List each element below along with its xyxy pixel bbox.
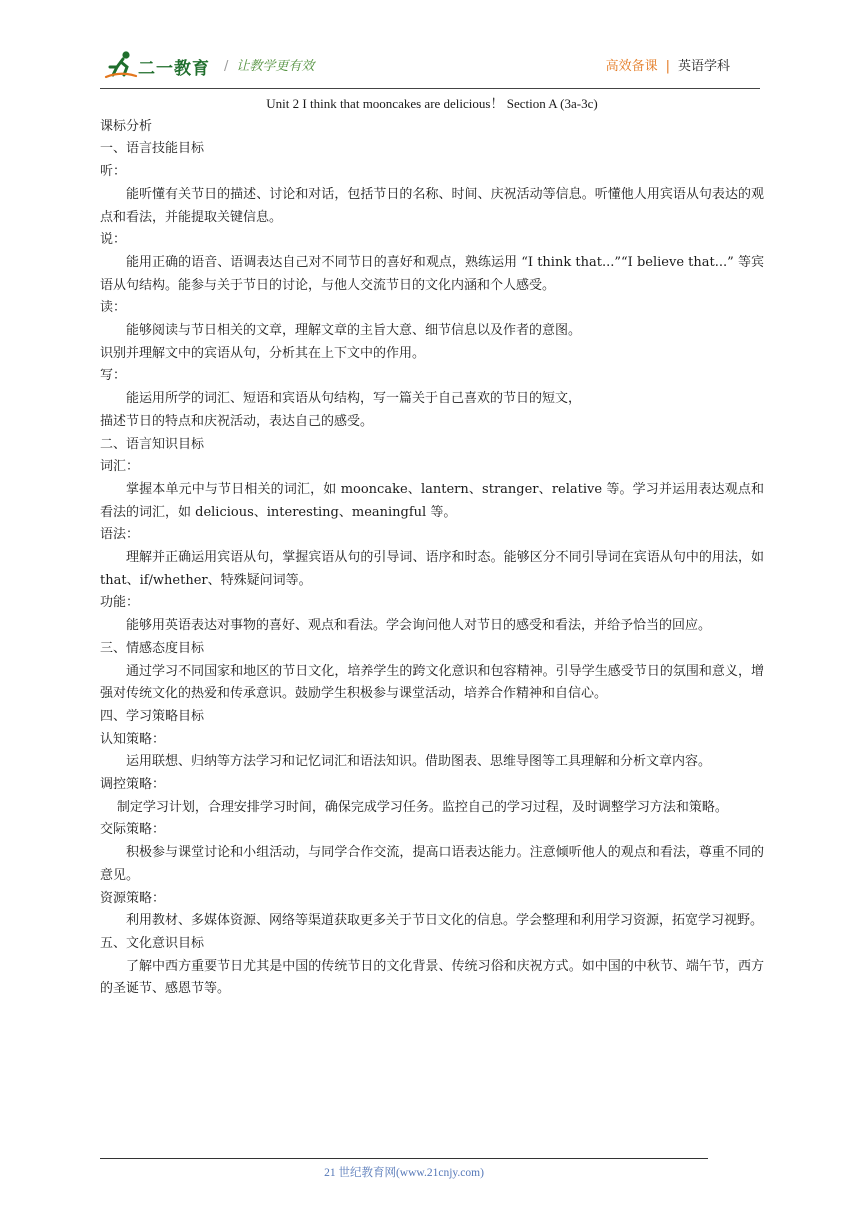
document-body xyxy=(100,93,764,1001)
footer-divider xyxy=(100,1158,708,1159)
paragraph: 利用教材、多媒体资源、网络等渠道获取更多关于节日文化的信息。学会整理和利用学习资源，拓宽学习视野。 xyxy=(126,913,764,929)
section-heading: 一、语言技能目标 xyxy=(100,141,205,157)
header-slogan: / 让教学更有效 xyxy=(224,59,315,74)
tag-efficient-prep: 高效备课 xyxy=(605,59,658,74)
paragraph: 识别并理解文中的宾语从句，分析其在上下文中的作用。 xyxy=(100,345,426,361)
page-footer: 21 世纪教育网(www.21cnjy.com) xyxy=(324,1167,484,1179)
paragraph: 理解并正确运用宾语从句，掌握宾语从句的引导词、语序和时态。能够区分不同引导词在宾语从句中的用法，如 that、if/whether、特殊疑问词等。 xyxy=(100,550,764,588)
paragraph: 积极参与课堂讨论和小组活动，与同学合作交流，提高口语表达能力。注意倾听他人的观点和看法，尊重不同的意见。 xyxy=(100,845,764,883)
sub-heading: 听： xyxy=(100,164,127,180)
paragraph: 制定学习计划，合理安排学习时间，确保完成学习任务。监控自己的学习过程，及时调整学习方法和策略。 xyxy=(116,799,728,815)
paragraph: 掌握本单元中与节日相关的词汇，如 mooncake、lantern、stranger、relative 等。学习并运用表达观点和看法的词汇，如 delicious、interesting、meaningful 等。 xyxy=(100,481,764,520)
paragraph: 能够阅读与节日相关的文章，理解文章的主旨大意、细节信息以及作者的意图。 xyxy=(126,323,582,339)
sub-heading: 交际策略： xyxy=(100,822,166,838)
paragraph: 运用联想、归纳等方法学习和记忆词汇和语法知识。借助图表、思维导图等工具理解和分析文章内容。 xyxy=(126,754,712,770)
header-tags xyxy=(606,55,730,74)
section-heading: 二、语言知识目标 xyxy=(100,436,205,452)
running-man-logo-icon xyxy=(104,50,138,80)
sub-heading: 写： xyxy=(100,368,127,384)
section-heading: 课标分析 xyxy=(100,118,153,134)
sub-heading: 功能： xyxy=(100,595,140,611)
paragraph: 能听懂有关节日的描述、讨论和对话，包括节日的名称、时间、庆祝活动等信息。听懂他人用宾语从句表达的观点和看法，并能提取关键信息。 xyxy=(100,186,764,225)
page-title: Unit 2 I think that mooncakes are delicious！ Section A (3a-3c) xyxy=(266,96,598,111)
logo-text: 二一教育 xyxy=(138,59,210,79)
sub-heading: 词汇： xyxy=(100,459,140,475)
paragraph: 描述节日的特点和庆祝活动，表达自己的感受。 xyxy=(100,413,374,429)
page-header xyxy=(100,48,760,88)
paragraph: 通过学习不同国家和地区的节日文化，培养学生的跨文化意识和包容精神。引导学生感受节日的氛围和意义，增强对传统文化的热爱和传承意识。鼓励学生积极参与课堂活动，培养合作精神和自信心。 xyxy=(100,663,764,702)
tag-subject: 英语学科 xyxy=(677,59,730,74)
section-heading: 三、情感态度目标 xyxy=(100,640,205,656)
sub-heading: 说： xyxy=(100,232,127,248)
header-divider xyxy=(100,88,760,89)
section-heading: 四、学习策略目标 xyxy=(100,708,205,724)
paragraph: 能运用所学的词汇、短语和宾语从句结构，写一篇关于自己喜欢的节日的短文， xyxy=(126,391,582,407)
tag-separator: | xyxy=(665,59,670,74)
slogan-text: 让教学更有效 xyxy=(236,59,315,74)
paragraph: 能够用英语表达对事物的喜好、观点和看法。学会询问他人对节日的感受和看法，并给予恰当的回应。 xyxy=(126,618,712,634)
sub-heading: 资源策略： xyxy=(100,890,166,906)
sub-heading: 语法： xyxy=(100,527,140,543)
sub-heading: 读： xyxy=(100,300,127,316)
paragraph: 能用正确的语音、语调表达自己对不同节日的喜好和观点，熟练运用 “I think that...”“I believe that...” 等宾语从句结构。能参与关于节日的讨论，与他人交流节日的文化内涵和个人感受。 xyxy=(100,254,764,293)
paragraph: 了解中西方重要节日尤其是中国的传统节日的文化背景、传统习俗和庆祝方式。如中国的中秋节、端午节，西方的圣诞节、感恩节等。 xyxy=(100,958,764,997)
sub-heading: 调控策略： xyxy=(100,777,166,793)
sub-heading: 认知策略： xyxy=(100,731,166,747)
section-heading: 五、文化意识目标 xyxy=(100,936,205,951)
logo xyxy=(104,50,244,80)
